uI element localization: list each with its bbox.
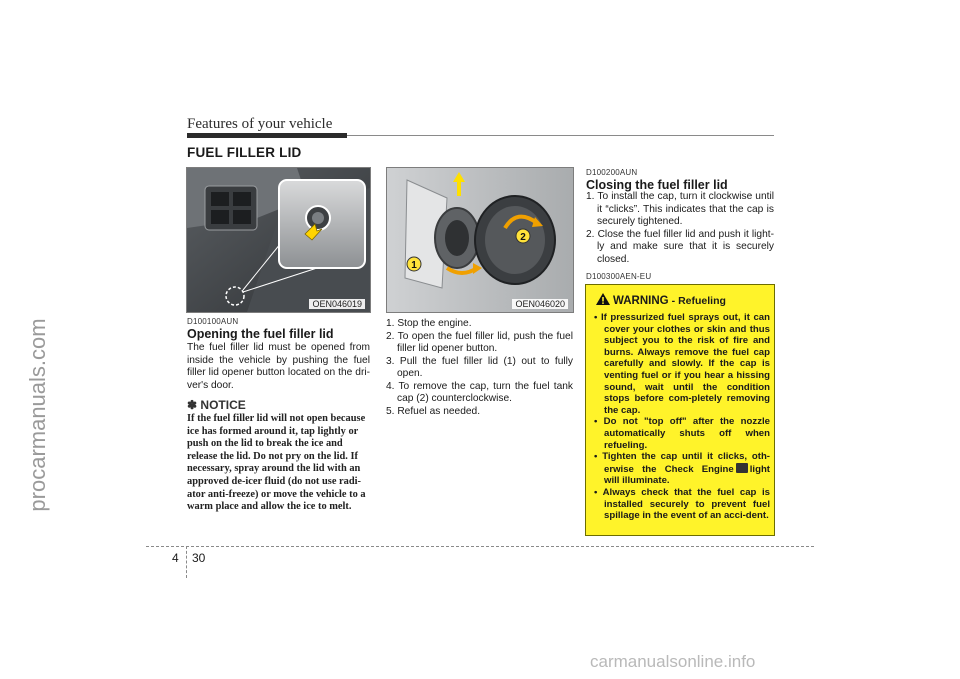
warning-triangle-icon bbox=[596, 293, 610, 305]
step-item: 3. Pull the fuel filler lid (1) out to fully open. bbox=[386, 355, 573, 379]
warning-item: • Always check that the fuel cap is installed securely to prevent fuel spillage in the event of an acci-dent. bbox=[594, 486, 771, 522]
bottom-watermark: carmanualsonline.info bbox=[590, 652, 756, 671]
warning-box bbox=[585, 284, 775, 536]
step-item: 4. To remove the cap, turn the fuel tank cap (2) counterclockwise. bbox=[386, 380, 573, 404]
warning-subtitle: - Refueling bbox=[671, 295, 726, 307]
step-item: 1. Stop the engine. bbox=[386, 318, 472, 329]
notice-label: NOTICE bbox=[200, 398, 246, 412]
opening-code: D100100AUN bbox=[187, 317, 239, 326]
step-item: 5. Refuel as needed. bbox=[386, 405, 481, 417]
chapter-number: 4 bbox=[172, 551, 179, 565]
notice-text: If the fuel filler lid will not open because ice has formed around it, tap lightly or push on the lid to break the ice and release the lid. Do not pry on the lid. If necessary, spray around the lid with an approved de-icer fluid (do not use radi-ator anti-freeze) or move the vehicle to a warm place and allow the ice to melt. bbox=[187, 413, 366, 513]
closing-step-item: 1. To install the cap, turn it clockwise until it “clicks”. This indicates that the cap is securely tightened. bbox=[586, 191, 774, 227]
opening-heading: Opening the fuel filler lid bbox=[187, 327, 334, 341]
photo-fuel-filler bbox=[386, 167, 574, 313]
callout-1: 1 bbox=[411, 260, 417, 271]
header-rule bbox=[347, 135, 774, 136]
closing-step-item: 2. Close the fuel filler lid and push it light-ly and make sure that it is securely closed. bbox=[586, 228, 774, 265]
warning-item: • Tighten the cap until it clicks, oth-erwise the Check Engine light will illuminate. bbox=[594, 451, 771, 487]
check-engine-icon bbox=[736, 463, 748, 473]
section-title: FUEL FILLER LID bbox=[187, 145, 302, 160]
chapter-title: Features of your vehicle bbox=[187, 116, 333, 132]
warning-list bbox=[594, 312, 770, 522]
page-number: 30 bbox=[192, 551, 206, 565]
door-panel-illustration bbox=[187, 168, 370, 312]
warning-heading bbox=[596, 293, 726, 307]
warning-item: • If pressurized fuel sprays out, it can cover your clothes or skin and thus subject you to the risk of fire and burns. Always remove the fuel cap carefully and slowly. If the cap is venting fuel or if you hear a hissing sound, wait until the condition stops before com-pletely removing the cap. bbox=[594, 312, 771, 416]
warning-label: WARNING bbox=[613, 295, 669, 307]
footer-divider bbox=[186, 546, 187, 578]
photo-door-panel bbox=[186, 167, 371, 313]
fuel-filler-illustration bbox=[387, 168, 573, 312]
footer-rule bbox=[146, 546, 814, 547]
step-item: 2. To open the fuel filler lid, push the fuel filler lid opener button. bbox=[386, 330, 573, 354]
callout-2: 2 bbox=[520, 232, 526, 243]
opening-steps bbox=[386, 318, 573, 418]
photo-code-right: OEN046020 bbox=[512, 299, 568, 309]
photo-code-left: OEN046019 bbox=[309, 299, 365, 309]
side-watermark-text: procarmanuals.com bbox=[25, 318, 50, 512]
notice-star-icon: ✽ bbox=[187, 398, 198, 412]
opening-text: The fuel filler lid must be opened from inside the vehicle by pushing the fuel filler lid opener button located on the dri-ver's door. bbox=[187, 342, 370, 391]
side-watermark bbox=[18, 195, 58, 635]
closing-heading: Closing the fuel filler lid bbox=[586, 178, 728, 192]
closing-code: D100200AUN bbox=[586, 168, 638, 177]
warning-code: D100300AEN-EU bbox=[586, 272, 652, 281]
warning-item: • Do not "top off" after the nozzle automatically shuts off when refueling. bbox=[594, 416, 770, 451]
notice-heading bbox=[187, 398, 246, 412]
header-bar bbox=[187, 133, 347, 138]
closing-steps bbox=[586, 191, 774, 266]
